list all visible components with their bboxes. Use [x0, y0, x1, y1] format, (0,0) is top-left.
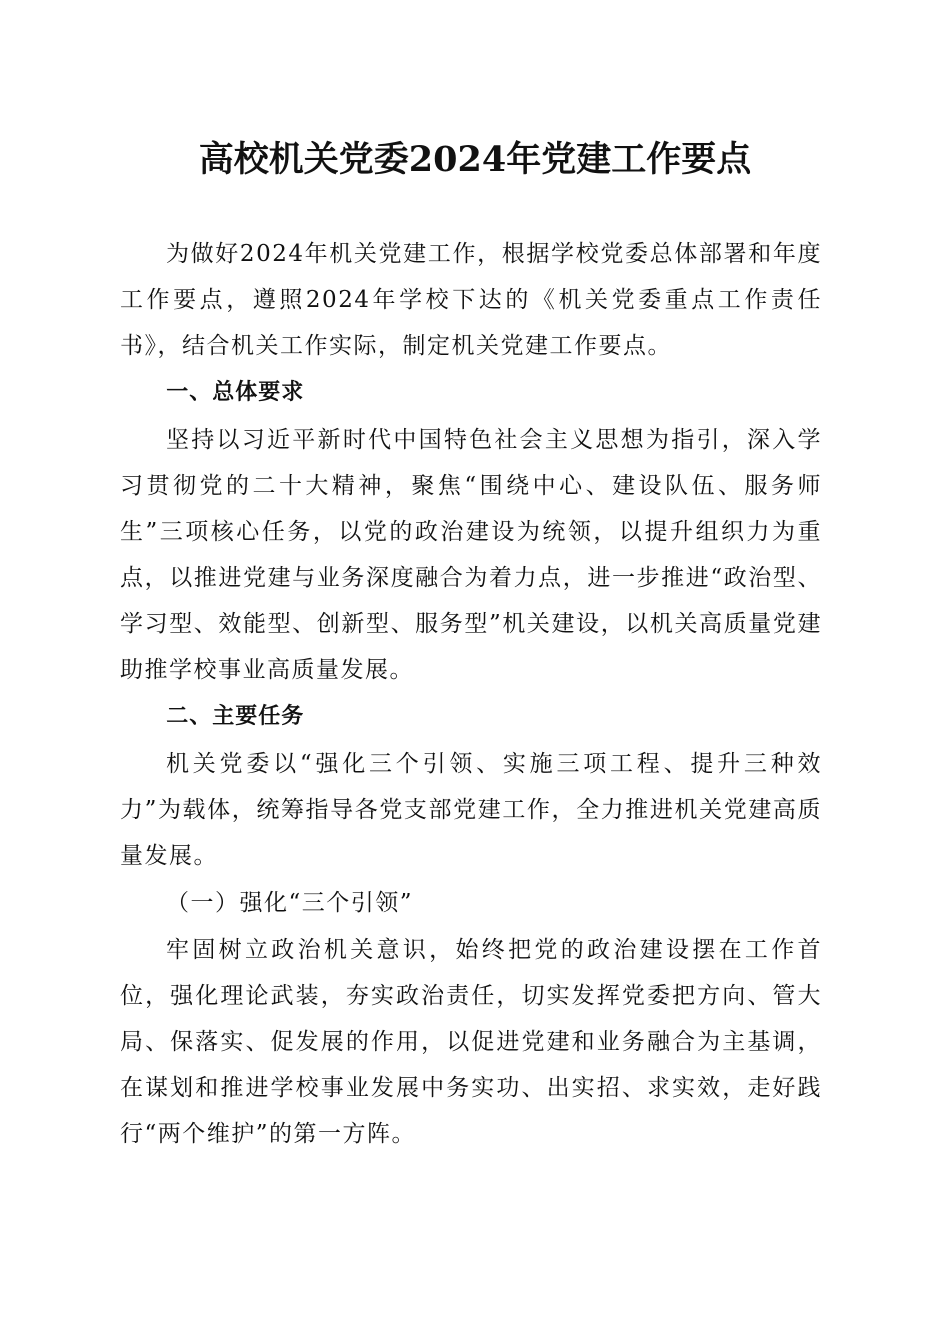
section-heading-main-tasks: 二、主要任务 [166, 704, 305, 729]
main-tasks-paragraph: 机关党委以“强化三个引领、实施三项工程、提升三种效力”为载体，统筹指导各党支部党建工作，全力推进机关党建高质量发展。 [120, 751, 822, 869]
document-title: 高校机关党委2024年党建工作要点 [198, 139, 752, 180]
section-heading-general-requirements: 一、总体要求 [166, 380, 305, 405]
subsection-heading-three-leads: （一）强化“三个引领” [166, 890, 414, 916]
three-leads-paragraph: 牢固树立政治机关意识，始终把党的政治建设摆在工作首位，强化理论武装，夯实政治责任，切实发挥党委把方向、管大局、保落实、促发展的作用，以促进党建和业务融合为主基调，在谋划和推进学校事业发展中务实功、出实招、求实效，走好践行“两个维护”的第一方阵。 [120, 937, 822, 1147]
intro-paragraph: 为做好2024年机关党建工作，根据学校党委总体部署和年度工作要点，遵照2024年学校下达的《机关党委重点工作责任书》，结合机关工作实际，制定机关党建工作要点。 [120, 241, 822, 359]
document-body [120, 231, 822, 1157]
general-requirements-paragraph: 坚持以习近平新时代中国特色社会主义思想为指引，深入学习贯彻党的二十大精神，聚焦“围绕中心、建设队伍、服务师生”三项核心任务，以党的政治建设为统领，以提升组织力为重点，以推进党建与业务深度融合为着力点，进一步推进“政治型、学习型、效能型、创新型、服务型”机关建设，以机关高质量党建助推学校事业高质量发展。 [120, 427, 822, 683]
